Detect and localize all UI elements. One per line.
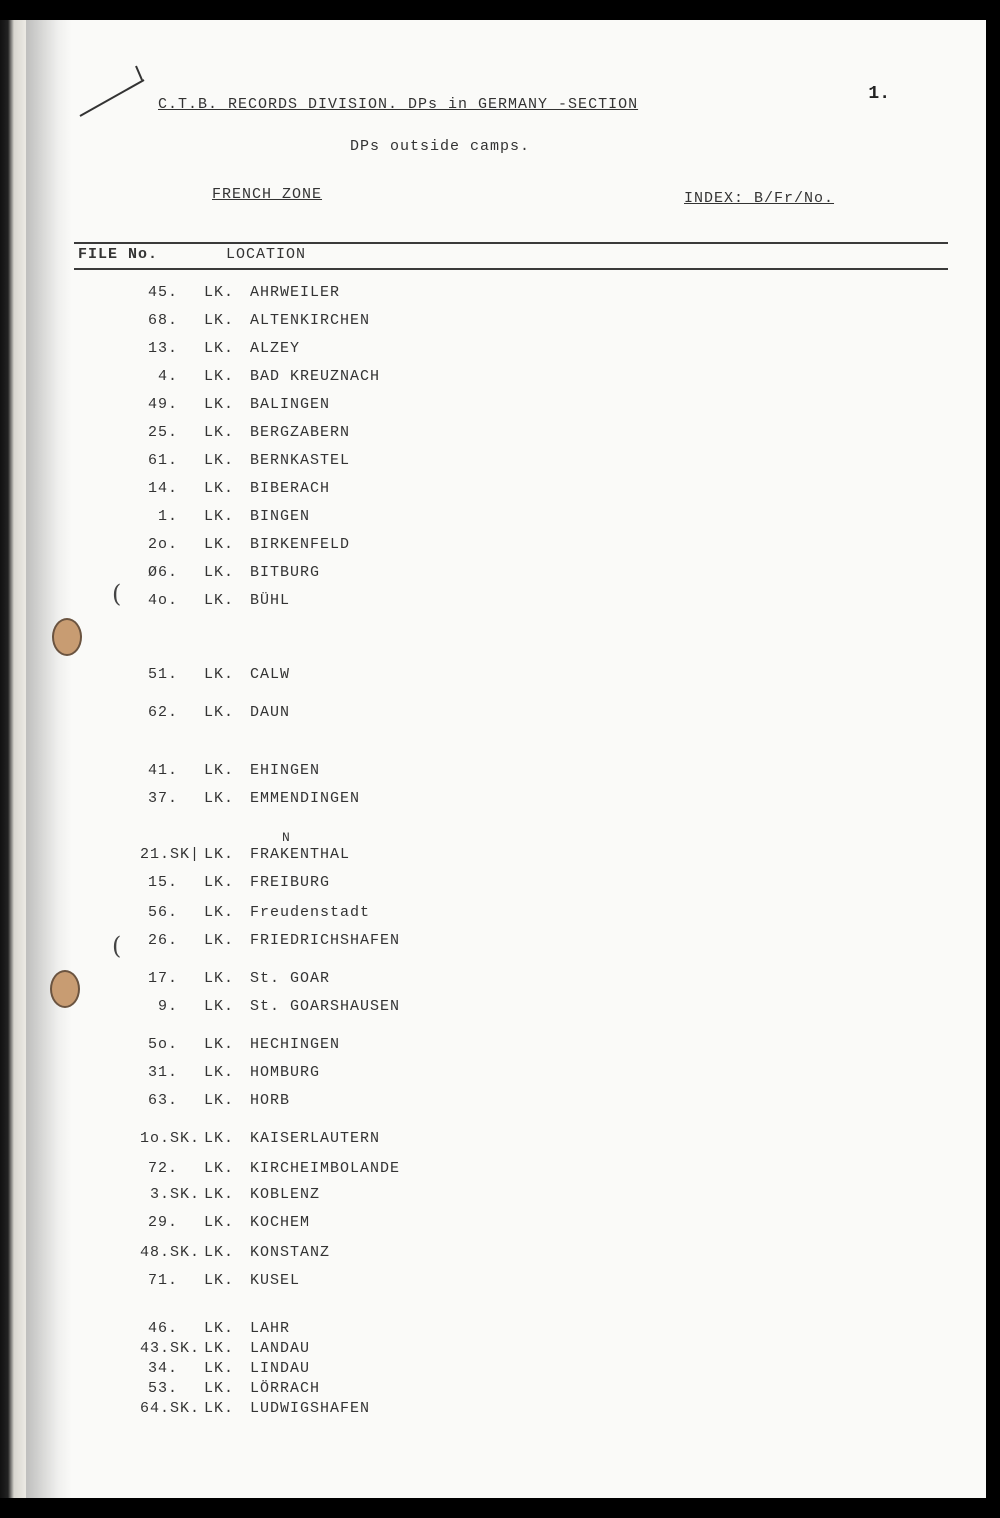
header-subtitle: DPs outside camps. [350, 138, 531, 155]
location-name: EHINGEN [250, 762, 321, 779]
district-prefix: LK. [204, 312, 235, 329]
list-item [0, 874, 1000, 894]
list-item [0, 1092, 1000, 1112]
location-name: KONSTANZ [250, 1244, 331, 1261]
location-name: St. GOARSHAUSEN [250, 998, 401, 1015]
file-number: 49. [147, 396, 178, 413]
file-number: 2o. [147, 536, 178, 553]
file-number: 43.SK. [139, 1340, 200, 1357]
location-name: HECHINGEN [250, 1036, 341, 1053]
location-name: BIBERACH [250, 480, 331, 497]
district-prefix: LK. [204, 1186, 235, 1203]
file-number: 25. [147, 424, 178, 441]
district-prefix: LK. [204, 536, 235, 553]
list-item [0, 998, 1000, 1018]
district-prefix: LK. [204, 368, 235, 385]
list-item [0, 790, 1000, 810]
district-prefix: LK. [204, 1320, 235, 1337]
file-number: 48.SK. [139, 1244, 200, 1261]
district-prefix: LK. [204, 592, 235, 609]
location-name: EMMENDINGEN [250, 790, 361, 807]
district-prefix: LK. [204, 1160, 235, 1177]
file-number: 68. [147, 312, 178, 329]
file-number: 1o.SK. [139, 1130, 200, 1147]
list-item [0, 564, 1000, 584]
district-prefix: LK. [204, 1340, 235, 1357]
list-item [0, 1340, 1000, 1360]
location-name: BITBURG [250, 564, 321, 581]
file-number: 64.SK. [139, 1400, 200, 1417]
file-number: 1. [157, 508, 178, 525]
list-item [0, 704, 1000, 724]
location-name: HORB [250, 1092, 291, 1109]
district-prefix: LK. [204, 704, 235, 721]
file-number: 3.SK. [149, 1186, 200, 1203]
file-number: 62. [147, 704, 178, 721]
file-number: 71. [147, 1272, 178, 1289]
district-prefix: LK. [204, 340, 235, 357]
file-number: 63. [147, 1092, 178, 1109]
district-prefix: LK. [204, 452, 235, 469]
district-prefix: LK. [204, 1272, 235, 1289]
file-number: 56. [147, 904, 178, 921]
location-name: KOBLENZ [250, 1186, 321, 1203]
file-number: 17. [147, 970, 178, 987]
pen-bracket-mark-icon: ( [112, 580, 122, 608]
list-item [0, 1214, 1000, 1234]
district-prefix: LK. [204, 904, 235, 921]
list-item [0, 452, 1000, 472]
district-prefix: LK. [204, 762, 235, 779]
file-number: 9. [157, 998, 178, 1015]
header-title: C.T.B. RECORDS DIVISION. DPs in GERMANY -SECTION [158, 96, 639, 113]
file-number: 46. [147, 1320, 178, 1337]
file-number: 5o. [147, 1036, 178, 1053]
location-name: LINDAU [250, 1360, 311, 1377]
district-prefix: LK. [204, 424, 235, 441]
district-prefix: LK. [204, 932, 235, 949]
list-item [0, 1186, 1000, 1206]
location-name: BIRKENFELD [250, 536, 351, 553]
file-number: 26. [147, 932, 178, 949]
location-name: KUSEL [250, 1272, 301, 1289]
file-number: 13. [147, 340, 178, 357]
file-number: 4o. [147, 592, 178, 609]
list-item [0, 932, 1000, 952]
location-name: BERNKASTEL [250, 452, 351, 469]
location-name: CALW [250, 666, 291, 683]
location-name: KAISERLAUTERN [250, 1130, 381, 1147]
handwritten-insert: N [282, 830, 291, 845]
file-number: 53. [147, 1380, 178, 1397]
list-item [0, 846, 1000, 866]
zone-label: FRENCH ZONE [212, 186, 323, 203]
district-prefix: LK. [204, 396, 235, 413]
location-name: ALTENKIRCHEN [250, 312, 371, 329]
file-number: 21.SK| [139, 846, 200, 863]
header-rule-top [74, 242, 948, 244]
page-number: 1. [868, 84, 890, 104]
district-prefix: LK. [204, 480, 235, 497]
location-name: Freudenstadt [250, 904, 371, 921]
location-name: KOCHEM [250, 1214, 311, 1231]
district-prefix: LK. [204, 284, 235, 301]
list-item [0, 424, 1000, 444]
file-number: 41. [147, 762, 178, 779]
list-item [0, 1064, 1000, 1084]
list-item [0, 368, 1000, 388]
file-number: 72. [147, 1160, 178, 1177]
pen-stroke-mark-icon [74, 58, 154, 128]
list-item [0, 1036, 1000, 1056]
file-number: 29. [147, 1214, 178, 1231]
list-item [0, 1380, 1000, 1400]
file-number: 37. [147, 790, 178, 807]
district-prefix: LK. [204, 666, 235, 683]
location-name: BÜHL [250, 592, 291, 609]
list-item [0, 480, 1000, 500]
column-file-no: FILE No. [78, 246, 159, 263]
location-name: LUDWIGSHAFEN [250, 1400, 371, 1417]
location-name: BERGZABERN [250, 424, 351, 441]
list-item [0, 970, 1000, 990]
list-item [0, 340, 1000, 360]
file-number: 34. [147, 1360, 178, 1377]
district-prefix: LK. [204, 1244, 235, 1261]
location-name: BINGEN [250, 508, 311, 525]
list-item [0, 1320, 1000, 1340]
list-item [0, 592, 1000, 612]
file-number: Ø6. [147, 564, 178, 581]
list-item [0, 904, 1000, 924]
district-prefix: LK. [204, 564, 235, 581]
file-number: 51. [147, 666, 178, 683]
district-prefix: LK. [204, 790, 235, 807]
location-name: AHRWEILER [250, 284, 341, 301]
list-item [0, 508, 1000, 528]
location-name: LÖRRACH [250, 1380, 321, 1397]
file-number: 45. [147, 284, 178, 301]
location-name: LAHR [250, 1320, 291, 1337]
location-name: DAUN [250, 704, 291, 721]
location-name: ALZEY [250, 340, 301, 357]
district-prefix: LK. [204, 874, 235, 891]
list-item [0, 396, 1000, 416]
location-name: BAD KREUZNACH [250, 368, 381, 385]
punch-hole-icon [52, 618, 82, 656]
list-item [0, 762, 1000, 782]
district-prefix: LK. [204, 1092, 235, 1109]
list-item [0, 1400, 1000, 1420]
index-label: INDEX: B/Fr/No. [684, 190, 835, 207]
file-number: 61. [147, 452, 178, 469]
list-item [0, 1244, 1000, 1264]
location-name: HOMBURG [250, 1064, 321, 1081]
district-prefix: LK. [204, 1036, 235, 1053]
location-name: LANDAU [250, 1340, 311, 1357]
district-prefix: LK. [204, 508, 235, 525]
list-item [0, 666, 1000, 686]
file-number: 15. [147, 874, 178, 891]
list-item [0, 1360, 1000, 1380]
district-prefix: LK. [204, 970, 235, 987]
header-rule-bottom [74, 268, 948, 270]
list-item [0, 536, 1000, 556]
district-prefix: LK. [204, 1360, 235, 1377]
district-prefix: LK. [204, 1214, 235, 1231]
list-item [0, 312, 1000, 332]
file-number: 4. [157, 368, 178, 385]
list-item [0, 284, 1000, 304]
district-prefix: LK. [204, 846, 235, 863]
file-number: 31. [147, 1064, 178, 1081]
district-prefix: LK. [204, 1130, 235, 1147]
location-name: KIRCHEIMBOLANDE [250, 1160, 401, 1177]
district-prefix: LK. [204, 998, 235, 1015]
location-name: FRIEDRICHSHAFEN [250, 932, 401, 949]
list-item [0, 1160, 1000, 1180]
list-item [0, 1130, 1000, 1150]
location-name: BALINGEN [250, 396, 331, 413]
district-prefix: LK. [204, 1400, 235, 1417]
location-name: St. GOAR [250, 970, 331, 987]
file-number: 14. [147, 480, 178, 497]
district-prefix: LK. [204, 1064, 235, 1081]
location-name: FREIBURG [250, 874, 331, 891]
pen-bracket-mark-icon: ( [112, 932, 122, 960]
district-prefix: LK. [204, 1380, 235, 1397]
location-name: FRAKENTHAL [250, 846, 351, 863]
list-item [0, 1272, 1000, 1292]
column-location: LOCATION [226, 246, 307, 263]
